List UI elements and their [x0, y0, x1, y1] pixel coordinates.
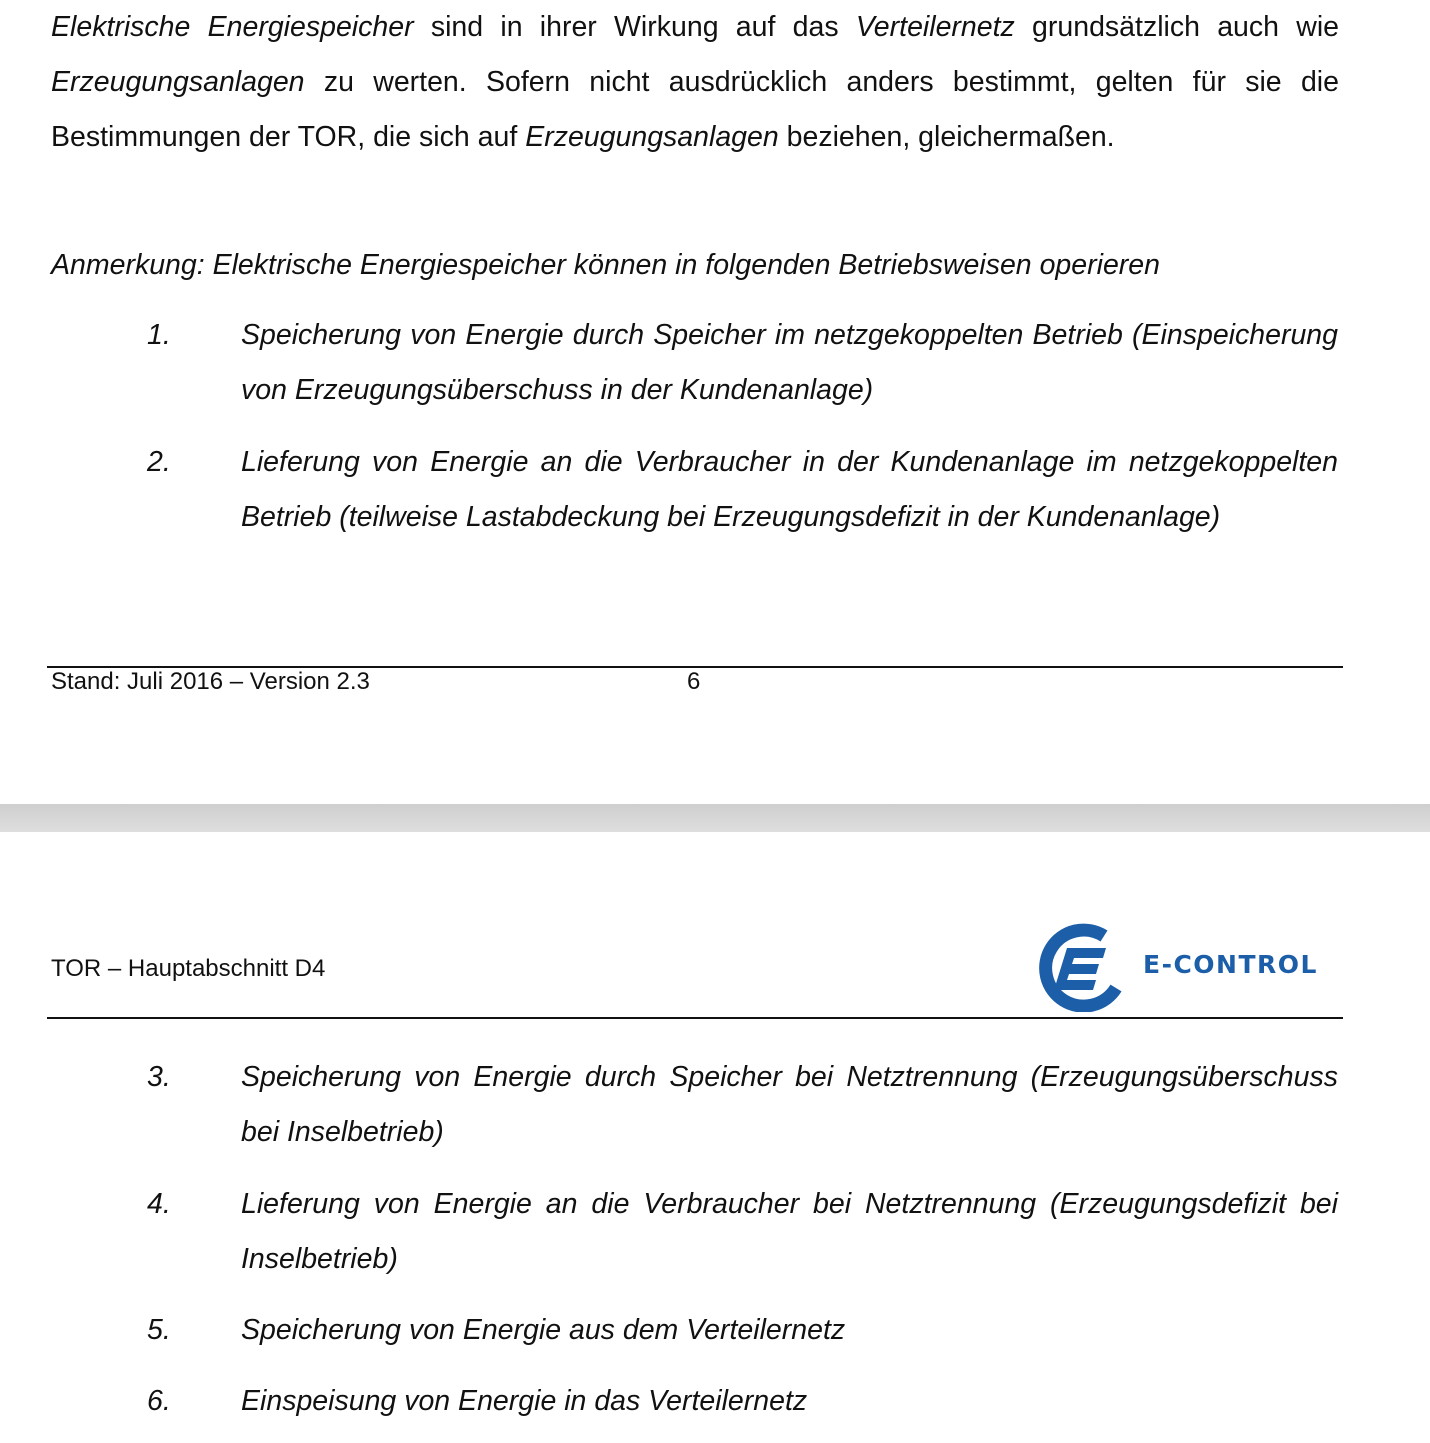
list-text: Speicherung von Energie durch Speicher bei Netztrennung (Erzeugungsüberschuss bei Inselbetrieb): [241, 1061, 1338, 1148]
list-number: 4.: [147, 1188, 171, 1220]
term-energiespeicher: Elektrische Energiespeicher: [51, 11, 414, 43]
list-number: 3.: [147, 1061, 171, 1093]
text-run: sind in ihrer Wirkung auf das: [413, 11, 856, 43]
list-text: Speicherung von Energie durch Speicher im netzgekoppelten Betrieb (Einspeicherung von Erzeugungsüberschuss in der Kundenanlage): [241, 319, 1338, 406]
logo-wordmark: E-CONTROL: [1143, 950, 1318, 979]
term-erzeugungsanlagen: Erzeugungsanlagen: [525, 121, 779, 153]
page-number: 6: [687, 668, 701, 695]
list-text: Lieferung von Energie an die Verbraucher bei Netztrennung (Erzeugungsdefizit bei Inselbetrieb): [241, 1188, 1338, 1275]
page-separator: [0, 804, 1430, 832]
document-page-7: [0, 832, 1430, 1443]
e-control-logo-icon: [1034, 922, 1124, 1012]
footer-version: Stand: Juli 2016 – Version 2.3: [51, 668, 370, 695]
list-number: 5.: [147, 1314, 171, 1346]
list-number: 1.: [147, 319, 171, 351]
term-erzeugungsanlagen: Erzeugungsanlagen: [51, 66, 305, 98]
list-number: 2.: [147, 446, 171, 478]
page-header-title: TOR – Hauptabschnitt D4: [51, 955, 326, 982]
text-run: beziehen, gleichermaßen.: [778, 121, 1115, 153]
list-text: Lieferung von Energie an die Verbraucher in der Kundenanlage im netzgekoppelten Betrieb (teilweise Lastabdeckung bei Erzeugungsdefizit in der Kundenanlage): [241, 446, 1338, 533]
intro-paragraph: [51, 0, 1339, 165]
list-text: Speicherung von Energie aus dem Verteilernetz: [241, 1314, 846, 1346]
note-paragraph: Anmerkung: Elektrische Energiespeicher können in folgenden Betriebsweisen operieren: [51, 249, 1160, 281]
text-run: grundsätzlich auch wie: [1014, 11, 1340, 43]
list-text: Einspeisung von Energie in das Verteilernetz: [241, 1385, 808, 1417]
term-verteilernetz: Verteilernetz: [855, 11, 1015, 43]
text-run: zu werten. Sofern nicht ausdrücklich anders bestimmt, gelten für sie die Bestimmungen der TOR, die sich auf: [51, 66, 1339, 153]
list-number: 6.: [147, 1385, 171, 1417]
header-rule: [47, 1017, 1343, 1019]
